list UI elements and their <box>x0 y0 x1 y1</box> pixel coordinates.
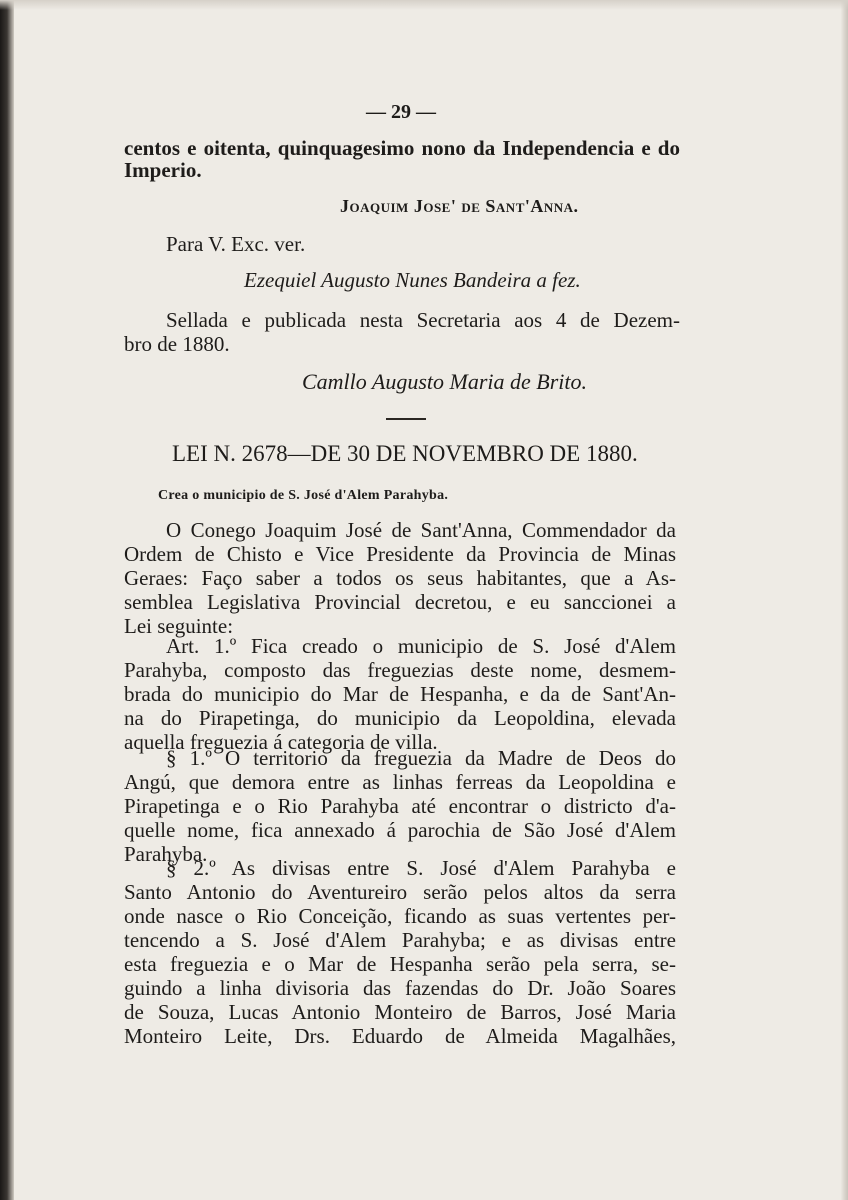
paragraph-2-line: de Souza, Lucas Antonio Monteiro de Barros, José Maria <box>124 1000 676 1024</box>
paragraph-1-line: Angú, que demora entre as linhas ferreas da Leopoldina e <box>124 770 676 794</box>
paragraph-2-line: Monteiro Leite, Drs. Eduardo de Almeida Magalhães, <box>124 1024 676 1048</box>
law-summary: Crea o municipio de S. José d'Alem Parahyba. <box>158 488 449 503</box>
article-1-line: Art. 1.º Fica creado o municipio de S. José d'Alem <box>166 634 676 658</box>
sealed-line: Sellada e publicada nesta Secretaria aos 4 de Dezem- <box>166 308 680 332</box>
page-binding-edge <box>0 0 14 1200</box>
prev-text-line: Imperio. <box>124 158 202 182</box>
prev-text-line: centos e oitenta, quinquagesimo nono da Independencia e do <box>124 136 680 160</box>
paragraph-2-line: § 2.º As divisas entre S. José d'Alem Parahyba e <box>166 856 676 880</box>
paragraph-1-line: quelle nome, fica annexado á parochia de São José d'Alem <box>124 818 676 842</box>
page-right-edge <box>840 0 848 1200</box>
law-line: Geraes: Faço saber a todos os seus habitantes, que a As- <box>124 566 676 590</box>
law-line: O Conego Joaquim José de Sant'Anna, Commendador da <box>166 518 676 542</box>
law-line: Lei seguinte: <box>124 614 234 638</box>
paragraph-1-line: Pirapetinga e o Rio Parahyba até encontrar o districto d'a- <box>124 794 676 818</box>
section-divider <box>386 418 426 420</box>
article-1-line: brada do municipio do Mar de Hespanha, e da de Sant'An- <box>124 682 676 706</box>
paragraph-2-line: tencendo a S. José d'Alem Parahyba; e as divisas entre <box>124 928 676 952</box>
article-1-line: Parahyba, composto das freguezias deste nome, desmem- <box>124 658 676 682</box>
made-by-line: Ezequiel Augusto Nunes Bandeira a fez. <box>244 268 581 292</box>
paragraph-1-line: § 1.º O territorio da freguezia da Madre de Deos do <box>166 746 676 770</box>
paragraph-1-line: Parahyba. <box>124 842 208 866</box>
paragraph-2-line: Santo Antonio do Aventureiro serão pelos altos da serra <box>124 880 676 904</box>
page-number: — 29 — <box>366 101 436 123</box>
signature-joaquim: Joaquim Jose' de Sant'Anna. <box>340 196 579 216</box>
law-title: LEI N. 2678—DE 30 DE NOVEMBRO DE 1880. <box>172 441 638 466</box>
article-1-line: na do Pirapetinga, do municipio da Leopoldina, elevada <box>124 706 676 730</box>
sealed-line: bro de 1880. <box>124 332 230 356</box>
secretary-signature: Camllo Augusto Maria de Brito. <box>302 369 587 394</box>
paragraph-2-line: esta freguezia e o Mar de Hespanha serão pela serra, se- <box>124 952 676 976</box>
law-line: Ordem de Chisto e Vice Presidente da Provincia de Minas <box>124 542 676 566</box>
paragraph-2-line: onde nasce o Rio Conceição, ficando as suas vertentes per- <box>124 904 676 928</box>
article-1-line: aquella freguezia á categoria de villa. <box>124 730 438 754</box>
paragraph-2-line: guindo a linha divisoria das fazendas do Dr. João Soares <box>124 976 676 1000</box>
page-top-shade <box>0 0 848 10</box>
para-ver: Para V. Exc. ver. <box>166 232 306 256</box>
law-line: semblea Legislativa Provincial decretou, e eu sanccionei a <box>124 590 676 614</box>
